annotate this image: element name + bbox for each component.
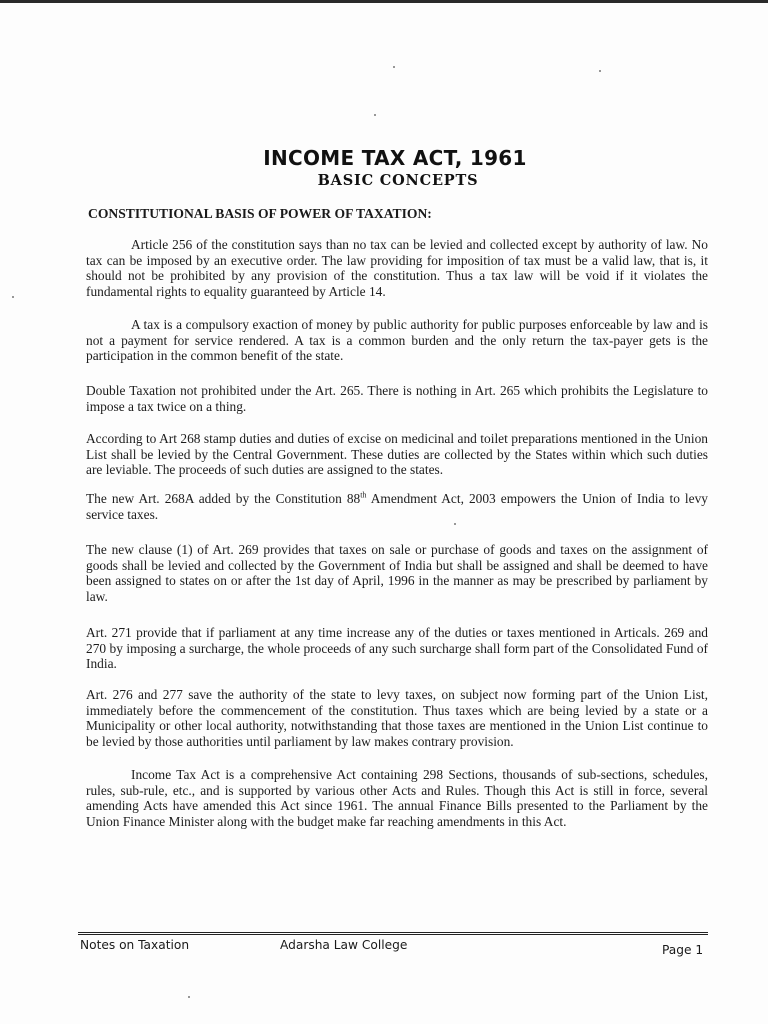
document-title: INCOME TAX ACT, 1961 — [263, 146, 527, 170]
footer-notes-label: Notes on Taxation — [80, 938, 190, 952]
scan-speck — [393, 66, 395, 68]
paragraph-income-tax-act: Income Tax Act is a comprehensive Act containing 298 Sections, thousands of sub-sections, schedules, rules, sub-rule, etc., and is supported by various other Acts and Rules. Though this Act is still in force, several amending Acts have amended this Act since 1961. The annual Finance Bills presented to the Parliament by the Union Finance Minister along with the budget make far reaching amendments in this Act. — [86, 767, 708, 829]
footer-divider — [78, 932, 708, 935]
scan-speck — [374, 114, 376, 116]
paragraph-article-271: Art. 271 provide that if parliament at any time increase any of the duties or taxes mentioned in Articals. 269 and 270 by imposing a surcharge, the whole proceeds of any such surcharge shall form part of the Consolidated Fund of India. — [86, 625, 708, 672]
paragraph-article-268a-text-end: Amendment Act, 2003 empowers the Union of India to levy service taxes. — [86, 491, 708, 522]
scan-speck — [12, 296, 14, 298]
paragraph-article-256: Article 256 of the constitution says than no tax can be levied and collected except by authority of law. No tax can be imposed by an executive order. The law providing for imposition of tax must be a valid law, that is, it should not be prohibited by any provision of the constitution. Thus a tax law will be void if it violates the fundamental rights to equality guaranteed by Article 14. — [86, 237, 708, 299]
paragraph-article-268a-text: The new Art. 268A added by the Constitution 88 — [86, 491, 361, 506]
page-number: Page 1 — [662, 943, 704, 957]
top-border — [0, 0, 768, 3]
scan-speck — [454, 523, 456, 525]
scan-speck — [188, 996, 190, 998]
document-subtitle: BASIC CONCEPTS — [317, 172, 479, 189]
paragraph-article-268: According to Art 268 stamp duties and duties of excise on medicinal and toilet preparations mentioned in the Union List shall be levied by the Central Government. These duties are collected by the States within which such duties are leviable. The proceeds of such duties are assigned to the states. — [86, 431, 708, 478]
paragraph-tax-definition: A tax is a compulsory exaction of money by public authority for public purposes enforceable by law and is not a payment for service rendered. A tax is a common burden and the only return the tax-payer gets is the participation in the common benefit of the state. — [86, 317, 708, 364]
scan-speck — [599, 70, 601, 72]
paragraph-articles-276-277: Art. 276 and 277 save the authority of the state to levy taxes, on subject now forming part of the Union List, immediately before the commencement of the constitution. Thus taxes which are being levied by a state or a Municipality or other local authority, notwithstanding that those taxes are mentioned in the Union List continue to be levied by those authorities until parliament by law makes contrary provision. — [86, 687, 708, 749]
paragraph-double-taxation: Double Taxation not prohibited under the Art. 265. There is nothing in Art. 265 which prohibits the Legislature to impose a tax twice on a thing. — [86, 383, 708, 414]
paragraph-article-268a — [86, 491, 708, 522]
footer-college-name: Adarsha Law College — [280, 938, 408, 952]
paragraph-article-269: The new clause (1) of Art. 269 provides that taxes on sale or purchase of goods and taxes on the assignment of goods shall be levied and collected by the Government of India but shall be assigned and shall be deemed to have been assigned to states on or after the 1st day of April, 1996 in the manner as may be prescribed by parliament by law. — [86, 542, 708, 604]
ordinal-suffix: th — [360, 490, 367, 500]
section-heading: CONSTITUTIONAL BASIS OF POWER OF TAXATION: — [88, 206, 432, 221]
